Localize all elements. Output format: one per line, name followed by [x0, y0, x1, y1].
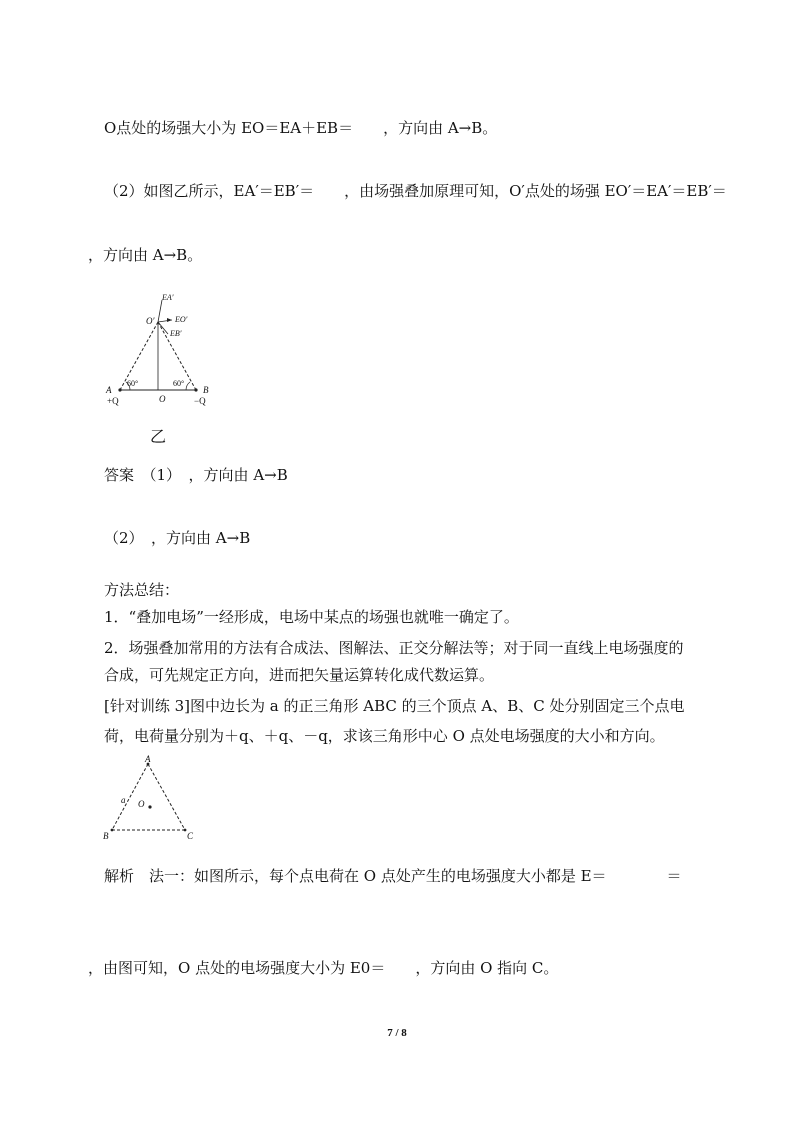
answer-line-1: 答案 （1） ，方向由 A→B — [104, 466, 288, 484]
method-title: 方法总结： — [104, 581, 180, 599]
label-eb-prime: EB′ — [170, 329, 182, 338]
method-item-2b: 合成，可先规定正方向，进而把矢量运算转化成代数运算。 — [104, 666, 495, 684]
figure-triangle — [100, 752, 210, 844]
analysis-line-2: ，由图可知，O 点处的电场强度大小为 E0＝ ，方向由 O 指向 C。 — [88, 959, 559, 977]
label-vertex-c: C — [187, 831, 194, 841]
answer-line-2: （2） ，方向由 A→B — [104, 529, 251, 547]
label-o: O — [159, 394, 166, 404]
label-eo-prime: EO′ — [175, 315, 188, 324]
method-item-2a: 2．场强叠加常用的方法有合成法、图解法、正交分解法等；对于同一直线上电场强度的 — [104, 639, 684, 657]
text-line-direction: ，方向由 A→B。 — [88, 246, 203, 264]
label-vertex-a: A — [145, 754, 151, 764]
training-line-2: 荷，电荷量分别为＋q、＋q、－q，求该三角形中心 O 点处电场强度的大小和方向。 — [104, 727, 665, 745]
label-vertex-b: B — [103, 831, 109, 841]
label-o-prime: O′ — [146, 316, 155, 326]
page-number: 7 / 8 — [387, 1027, 407, 1039]
label-a: A — [106, 385, 112, 395]
label-center-o: O — [138, 799, 145, 809]
method-item-1: 1．“叠加电场”一经形成，电场中某点的场强也就唯一确定了。 — [104, 608, 519, 626]
label-angle-right: 60° — [173, 379, 185, 388]
figure-caption: 乙 — [150, 427, 167, 446]
label-ea-prime: EA′ — [162, 293, 174, 302]
analysis-line-1: 解析 法一：如图所示，每个点电荷在 O 点处产生的电场强度大小都是 E＝ ＝ — [104, 867, 682, 885]
text-line-eo: O点处的场强大小为 EO＝EA＋EB＝ ，方向由 A→B。 — [104, 119, 498, 137]
label-side-a: a — [121, 795, 126, 805]
label-angle-left: 60° — [127, 379, 139, 388]
text-line-part2: （2）如图乙所示，EA′＝EB′＝ ，由场强叠加原理可知，O′点处的场强 EO′＝EA′＝EB′＝ — [104, 182, 727, 200]
training-line-1: [针对训练 3]图中边长为 a 的正三角形 ABC 的三个顶点 A、B、C 处分别固定三个点电 — [104, 697, 685, 715]
label-b: B — [203, 385, 209, 395]
label-plus-q: +Q — [107, 396, 119, 406]
label-minus-q: −Q — [194, 396, 206, 406]
figure-yi — [100, 290, 225, 408]
